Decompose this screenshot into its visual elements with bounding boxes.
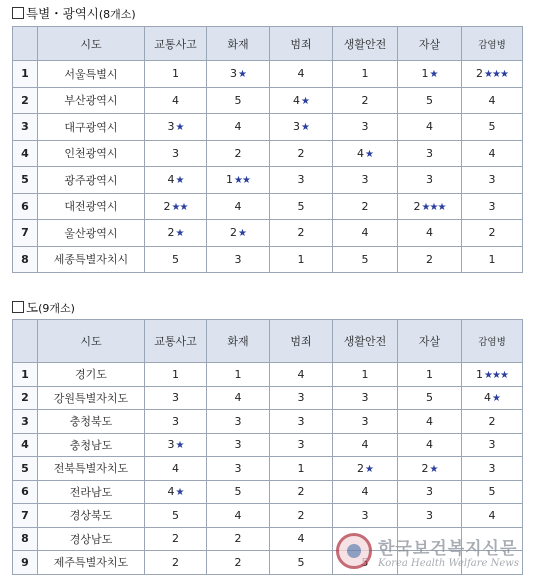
region-name: 부산광역시 xyxy=(38,87,145,114)
grade-value: 4 xyxy=(426,226,433,240)
grade-value: 4 xyxy=(361,438,369,452)
grade-value: 3 xyxy=(488,438,496,452)
watermark-text-ko: 한국보건복지신문 xyxy=(378,539,518,559)
grade-cell xyxy=(333,410,398,434)
grade-value: 5 xyxy=(426,391,433,405)
grade-value: 1 xyxy=(234,367,242,381)
grade-value: 4 xyxy=(234,391,242,405)
grade-value: 2 xyxy=(297,508,305,522)
row-number: 8 xyxy=(13,527,38,551)
grade-cell xyxy=(145,246,207,273)
grade-value: 2 xyxy=(297,485,305,499)
table-row xyxy=(13,410,523,434)
grade-cell xyxy=(398,61,462,88)
row-number: 1 xyxy=(13,363,38,387)
grade-value: 4 xyxy=(488,146,496,160)
grade-value: 4 xyxy=(361,485,369,499)
region-name: 광주광역시 xyxy=(38,167,145,194)
table-header-row xyxy=(13,320,523,363)
grade-value: 4 xyxy=(297,67,305,81)
column-header: 화재 xyxy=(207,320,270,363)
grade-cell xyxy=(270,220,333,247)
section-title-province xyxy=(12,298,75,316)
grade-cell xyxy=(270,457,333,481)
row-number: 8 xyxy=(13,246,38,273)
region-name: 충청북도 xyxy=(38,410,145,434)
region-name: 제주특별자치도 xyxy=(38,551,145,575)
section-count: (9개소) xyxy=(38,302,75,315)
grade-value: 3 xyxy=(297,414,305,428)
grade-cell xyxy=(207,246,270,273)
grade-value: 1 xyxy=(488,252,496,266)
row-number: 6 xyxy=(13,193,38,220)
grade-value: 4 xyxy=(426,120,433,134)
grade-value: 1 xyxy=(361,367,369,381)
column-header xyxy=(13,27,38,61)
grade-cell xyxy=(207,433,270,457)
region-name: 인천광역시 xyxy=(38,140,145,167)
star-mark-icon: ★ xyxy=(301,122,309,134)
region-name: 세종특별자치시 xyxy=(38,246,145,273)
region-name: 강원특별자치도 xyxy=(38,386,145,410)
table-row xyxy=(13,87,523,114)
grade-cell xyxy=(145,87,207,114)
grade-cell xyxy=(270,114,333,141)
grade-cell xyxy=(462,504,523,528)
watermark-logo xyxy=(336,530,526,580)
grade-value: 4 xyxy=(488,508,496,522)
column-header xyxy=(13,320,38,363)
grade-cell xyxy=(398,114,462,141)
grade-value: 3 xyxy=(488,199,496,213)
grade-cell xyxy=(207,61,270,88)
grade-cell xyxy=(398,140,462,167)
region-name: 충청남도 xyxy=(38,433,145,457)
grade-cell xyxy=(207,457,270,481)
grade-cell xyxy=(270,527,333,551)
row-number: 3 xyxy=(13,114,38,141)
grade-cell xyxy=(462,61,523,88)
grade-value: 4 xyxy=(234,199,242,213)
table-row xyxy=(13,193,523,220)
grade-value: 2 xyxy=(234,146,242,160)
grade-value: 2 xyxy=(172,555,179,569)
grade-value: 3 xyxy=(361,391,369,405)
grade-cell xyxy=(398,220,462,247)
grade-value: 2 xyxy=(476,67,484,81)
grade-value: 4 xyxy=(426,414,433,428)
star-mark-icon: ★ xyxy=(175,175,184,187)
grade-cell xyxy=(462,363,523,387)
grade-value: 3 xyxy=(361,508,369,522)
grade-value: 4 xyxy=(234,120,242,134)
grade-cell xyxy=(270,433,333,457)
grade-cell xyxy=(462,87,523,114)
grade-value: 4 xyxy=(234,508,242,522)
grade-cell xyxy=(333,220,398,247)
grade-value: 1 xyxy=(361,67,369,81)
star-mark-icon: ★ xyxy=(365,463,373,475)
grade-value: 3 xyxy=(293,120,301,134)
grade-value: 1 xyxy=(297,461,305,475)
grade-cell xyxy=(145,504,207,528)
grade-value: 1 xyxy=(172,367,179,381)
table-row xyxy=(13,61,523,88)
grade-value: 2 xyxy=(234,555,242,569)
grade-value: 1 xyxy=(421,67,429,81)
grade-cell xyxy=(398,504,462,528)
table-header-row xyxy=(13,27,523,61)
grade-cell xyxy=(462,386,523,410)
grade-cell xyxy=(207,167,270,194)
table-row xyxy=(13,114,523,141)
grade-cell xyxy=(270,87,333,114)
grade-cell xyxy=(270,246,333,273)
grade-cell xyxy=(145,527,207,551)
grade-cell xyxy=(398,167,462,194)
grade-value: 3 xyxy=(167,438,175,452)
grade-cell xyxy=(398,87,462,114)
grade-cell xyxy=(270,61,333,88)
table-row xyxy=(13,140,523,167)
column-header: 생활안전 xyxy=(333,320,398,363)
grade-cell xyxy=(145,220,207,247)
grade-cell xyxy=(207,386,270,410)
grade-value: 2 xyxy=(297,146,305,160)
star-mark-icon: ★★ xyxy=(171,201,188,213)
column-header: 자살 xyxy=(398,27,462,61)
grade-value: 4 xyxy=(484,391,492,405)
column-header: 시도 xyxy=(38,27,145,61)
region-name: 경상북도 xyxy=(38,504,145,528)
grade-value: 5 xyxy=(172,508,179,522)
grade-value: 3 xyxy=(488,173,496,187)
grade-cell xyxy=(145,386,207,410)
star-mark-icon: ★ xyxy=(238,69,246,81)
grade-cell xyxy=(145,410,207,434)
grade-cell xyxy=(207,410,270,434)
grade-value: 2 xyxy=(297,226,305,240)
grade-value: 2 xyxy=(361,93,369,107)
grade-cell xyxy=(207,363,270,387)
section-title-text: 특별・광역시 xyxy=(26,6,99,21)
grade-value: 2 xyxy=(488,414,496,428)
grade-cell xyxy=(270,480,333,504)
grade-value: 1 xyxy=(226,173,234,187)
grade-cell xyxy=(333,480,398,504)
grade-value: 2 xyxy=(361,199,369,213)
grade-value: 3 xyxy=(234,461,242,475)
region-name: 서울특별시 xyxy=(38,61,145,88)
watermark-text-en: Korea Health Welfare News xyxy=(378,558,519,569)
row-number: 5 xyxy=(13,167,38,194)
column-header: 시도 xyxy=(38,320,145,363)
grade-cell xyxy=(145,140,207,167)
star-mark-icon: ★★★ xyxy=(484,369,508,381)
column-header: 교통사고 xyxy=(145,320,207,363)
star-mark-icon: ★ xyxy=(365,148,373,160)
grade-value: 3 xyxy=(426,173,433,187)
grade-cell xyxy=(145,480,207,504)
column-header: 감염병 xyxy=(462,320,523,363)
row-number: 4 xyxy=(13,433,38,457)
row-number: 7 xyxy=(13,504,38,528)
table-row xyxy=(13,167,523,194)
grade-cell xyxy=(270,140,333,167)
grade-cell xyxy=(270,363,333,387)
grade-value: 1 xyxy=(172,67,179,81)
row-number: 2 xyxy=(13,386,38,410)
region-name: 대구광역시 xyxy=(38,114,145,141)
grade-cell xyxy=(398,386,462,410)
grade-cell xyxy=(462,480,523,504)
star-mark-icon: ★★★ xyxy=(484,69,508,81)
grade-value: 3 xyxy=(234,414,242,428)
checkbox-square-icon xyxy=(12,301,24,313)
grade-value: 4 xyxy=(297,367,305,381)
grade-cell xyxy=(462,457,523,481)
grade-cell xyxy=(270,386,333,410)
grade-cell xyxy=(398,246,462,273)
grade-value: 5 xyxy=(297,555,305,569)
grade-cell xyxy=(398,457,462,481)
grade-cell xyxy=(207,480,270,504)
grade-value: 5 xyxy=(361,252,369,266)
star-mark-icon: ★ xyxy=(429,69,438,81)
grade-value: 2 xyxy=(421,461,429,475)
grade-cell xyxy=(270,410,333,434)
grade-value: 3 xyxy=(297,173,305,187)
row-number: 5 xyxy=(13,457,38,481)
grade-cell xyxy=(145,114,207,141)
table-row xyxy=(13,504,523,528)
grade-cell xyxy=(462,114,523,141)
grade-cell xyxy=(207,504,270,528)
star-mark-icon: ★ xyxy=(175,440,184,452)
grade-value: 2 xyxy=(172,532,179,546)
grade-cell xyxy=(270,504,333,528)
grade-cell xyxy=(333,457,398,481)
checkbox-square-icon xyxy=(12,7,24,19)
grade-cell xyxy=(207,114,270,141)
column-header: 자살 xyxy=(398,320,462,363)
table-row xyxy=(13,433,523,457)
table-row xyxy=(13,386,523,410)
grade-cell xyxy=(207,87,270,114)
grade-cell xyxy=(145,167,207,194)
grade-cell xyxy=(462,433,523,457)
grade-value: 3 xyxy=(172,391,179,405)
grade-cell xyxy=(145,433,207,457)
grade-cell xyxy=(462,220,523,247)
region-name: 울산광역시 xyxy=(38,220,145,247)
grade-cell xyxy=(207,551,270,575)
grade-cell xyxy=(145,61,207,88)
metro-ranking-table xyxy=(12,26,523,273)
table-row xyxy=(13,363,523,387)
grade-cell xyxy=(145,193,207,220)
grade-cell xyxy=(333,363,398,387)
star-mark-icon: ★ xyxy=(175,487,184,499)
region-name: 대전광역시 xyxy=(38,193,145,220)
grade-cell xyxy=(333,193,398,220)
grade-cell xyxy=(462,167,523,194)
region-name: 전북특별자치도 xyxy=(38,457,145,481)
grade-value: 3 xyxy=(426,508,433,522)
grade-value: 3 xyxy=(361,173,369,187)
column-header: 화재 xyxy=(207,27,270,61)
grade-cell xyxy=(462,193,523,220)
grade-value: 5 xyxy=(488,485,496,499)
grade-value: 3 xyxy=(488,461,496,475)
grade-cell xyxy=(333,246,398,273)
grade-value: 3 xyxy=(297,391,305,405)
star-mark-icon: ★ xyxy=(492,393,500,405)
grade-cell xyxy=(207,220,270,247)
grade-value: 2 xyxy=(357,461,365,475)
grade-value: 1 xyxy=(476,367,484,381)
grade-cell xyxy=(270,551,333,575)
grade-cell xyxy=(270,167,333,194)
star-mark-icon: ★★ xyxy=(234,175,250,187)
grade-value: 5 xyxy=(297,199,305,213)
star-mark-icon: ★ xyxy=(301,95,309,107)
grade-value: 5 xyxy=(234,485,242,499)
column-header: 범죄 xyxy=(270,27,333,61)
grade-cell xyxy=(333,167,398,194)
grade-value: 4 xyxy=(426,438,433,452)
grade-value: 3 xyxy=(234,438,242,452)
table-row xyxy=(13,220,523,247)
grade-value: 1 xyxy=(426,367,433,381)
row-number: 2 xyxy=(13,87,38,114)
row-number: 6 xyxy=(13,480,38,504)
region-name: 전라남도 xyxy=(38,480,145,504)
grade-value: 4 xyxy=(357,146,365,160)
emblem-icon xyxy=(336,533,372,569)
column-header: 범죄 xyxy=(270,320,333,363)
grade-cell xyxy=(398,363,462,387)
row-number: 3 xyxy=(13,410,38,434)
grade-cell xyxy=(333,61,398,88)
region-name: 경기도 xyxy=(38,363,145,387)
grade-value: 2 xyxy=(413,199,421,213)
column-header: 생활안전 xyxy=(333,27,398,61)
star-mark-icon: ★ xyxy=(238,228,246,240)
column-header: 감염병 xyxy=(462,27,523,61)
grade-value: 5 xyxy=(172,252,179,266)
grade-value: 3 xyxy=(361,414,369,428)
table-row xyxy=(13,457,523,481)
region-name: 경상남도 xyxy=(38,527,145,551)
grade-value: 2 xyxy=(488,226,496,240)
grade-cell xyxy=(207,527,270,551)
grade-value: 3 xyxy=(426,146,433,160)
grade-cell xyxy=(333,87,398,114)
star-mark-icon: ★ xyxy=(175,122,184,134)
grade-cell xyxy=(145,551,207,575)
grade-value: 3 xyxy=(172,414,179,428)
grade-value: 3 xyxy=(426,485,433,499)
grade-cell xyxy=(333,433,398,457)
grade-cell xyxy=(398,193,462,220)
section-title-text: 도 xyxy=(26,300,39,315)
grade-value: 5 xyxy=(488,120,496,134)
grade-cell xyxy=(333,114,398,141)
grade-value: 4 xyxy=(488,93,496,107)
grade-value: 3 xyxy=(297,438,305,452)
grade-value: 5 xyxy=(234,93,242,107)
grade-cell xyxy=(398,410,462,434)
grade-cell xyxy=(207,140,270,167)
table-row xyxy=(13,480,523,504)
column-header: 교통사고 xyxy=(145,27,207,61)
star-mark-icon: ★★★ xyxy=(421,201,446,213)
grade-cell xyxy=(462,410,523,434)
section-title-metro xyxy=(12,4,136,22)
grade-value: 3 xyxy=(167,120,175,134)
grade-value: 3 xyxy=(361,120,369,134)
grade-cell xyxy=(207,193,270,220)
grade-value: 3 xyxy=(172,146,179,160)
grade-cell xyxy=(398,480,462,504)
row-number: 4 xyxy=(13,140,38,167)
grade-cell xyxy=(333,140,398,167)
grade-value: 4 xyxy=(297,532,305,546)
grade-cell xyxy=(145,363,207,387)
grade-value: 3 xyxy=(234,252,242,266)
grade-value: 4 xyxy=(172,93,179,107)
section-count: (8개소) xyxy=(98,8,136,21)
grade-cell xyxy=(462,140,523,167)
row-number: 1 xyxy=(13,61,38,88)
grade-cell xyxy=(398,433,462,457)
star-mark-icon: ★ xyxy=(429,463,438,475)
grade-value: 3 xyxy=(230,67,238,81)
grade-cell xyxy=(333,386,398,410)
grade-cell xyxy=(333,504,398,528)
grade-cell xyxy=(270,193,333,220)
grade-value: 2 xyxy=(426,252,433,266)
row-number: 9 xyxy=(13,551,38,575)
grade-cell xyxy=(462,246,523,273)
table-row xyxy=(13,246,523,273)
grade-value: 4 xyxy=(167,485,175,499)
grade-cell xyxy=(145,457,207,481)
grade-value: 1 xyxy=(297,252,305,266)
grade-value: 4 xyxy=(361,226,369,240)
grade-value: 4 xyxy=(172,461,179,475)
grade-value: 4 xyxy=(167,173,175,187)
grade-value: 4 xyxy=(293,93,301,107)
grade-value: 2 xyxy=(167,226,175,240)
row-number: 7 xyxy=(13,220,38,247)
grade-value: 2 xyxy=(230,226,238,240)
grade-value: 2 xyxy=(163,199,171,213)
grade-value: 5 xyxy=(426,93,433,107)
grade-value: 2 xyxy=(234,532,242,546)
star-mark-icon: ★ xyxy=(175,228,184,240)
